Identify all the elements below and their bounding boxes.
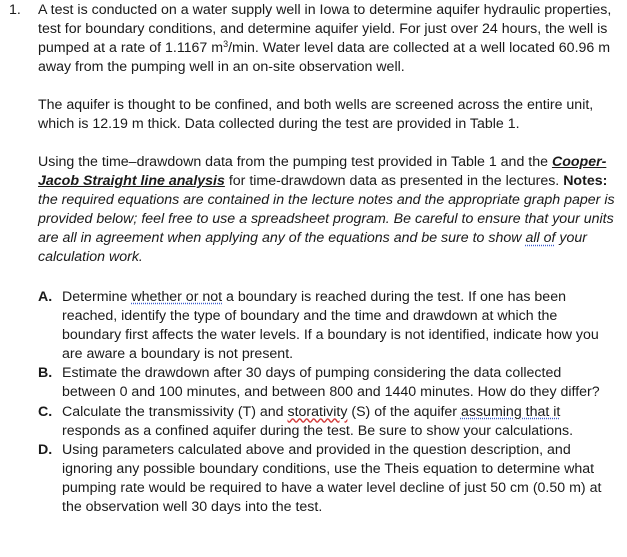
sub-question-d-text: Using parameters calculated above and provided in the question description, and ignoring any possible boundary conditions, use the Theis equation to determine what pumping rate would be required to have a water level decline of just 50 cm (0.50 m) at the observation well 30 days into the test. [62,441,602,516]
notes-text: the required equations are contained in the lecture notes and the appropriate graph paper is provided below; feel free to use a spreadsheet program. Be careful to ensure that your units are all in agreement when applying any of the equations and be sure to show [38,192,615,247]
sub-question-c-text-end: responds as a confined aquifer during the test. Be sure to show your calculations. [62,422,574,439]
sub-question-a-text: Determine [62,289,132,305]
sub-question-c-text: Calculate the transmissivity (T) and [62,403,288,420]
notes-all-of: all of [525,230,556,247]
question-number: 1. [9,2,21,18]
instructions-intro: Using the time–drawdown data from the pumping test provided in Table 1 and the [38,154,552,170]
sub-question-d [38,441,618,517]
sub-question-a-text-cont: a boundary is reached during the test. If one has been reached, identify the type of boundary and the time and drawdown at which the boundary first affects the water levels. If a boundary is not identified, indicate how you are aware a boundary is not present. [62,289,599,363]
paragraph-intro-text-cont: /min. Water level data are collected at a well located 60.96 m away from the pumping well in an on-site observation well. [38,40,611,76]
sub-question-b-text: Estimate the drawdown after 30 days of pumping considering the data collected between 0 and 100 minutes, and between 800 and 1440 minutes. How do they differ? [62,365,600,401]
notes-label: Notes: [563,173,608,190]
instructions-after-method: for time-drawdown data as presented in the lectures. [224,173,564,190]
sub-question-letter: D. [38,441,53,458]
storativity-word: storativity [287,403,348,420]
paragraph-intro [38,1,618,77]
paragraph-aquifer: The aquifer is thought to be confined, and both wells are screened across the entire unit, which is 12.19 m thick. Data collected during the test are provided in Table 1. [38,97,594,133]
sub-question-a [38,288,618,364]
sub-question-letter: A. [38,289,53,305]
notes-text-end: your calculation work. [38,230,587,266]
sub-questions [38,288,618,517]
method-name: Cooper-Jacob Straight line analysis [38,154,607,190]
paragraph-instructions [38,153,618,268]
sub-question-b [38,364,618,402]
assuming-that-it: assuming that it [460,403,561,420]
whether-or-not: whether or not [131,289,223,305]
cubic-superscript: 3 [223,39,229,50]
sub-question-letter: B. [38,365,53,382]
sub-question-letter: C. [38,403,53,420]
paragraph-intro-text: A test is conducted on a water supply well in Iowa to determine aquifer hydraulic properties, test for boundary conditions, and determine aquifer yield. For just over 24 hours, the well is pumped at a rate of 1.1167 m [38,2,612,57]
sub-question-c [38,403,618,441]
sub-question-c-text-mid: (S) of the aquifer [347,403,461,420]
